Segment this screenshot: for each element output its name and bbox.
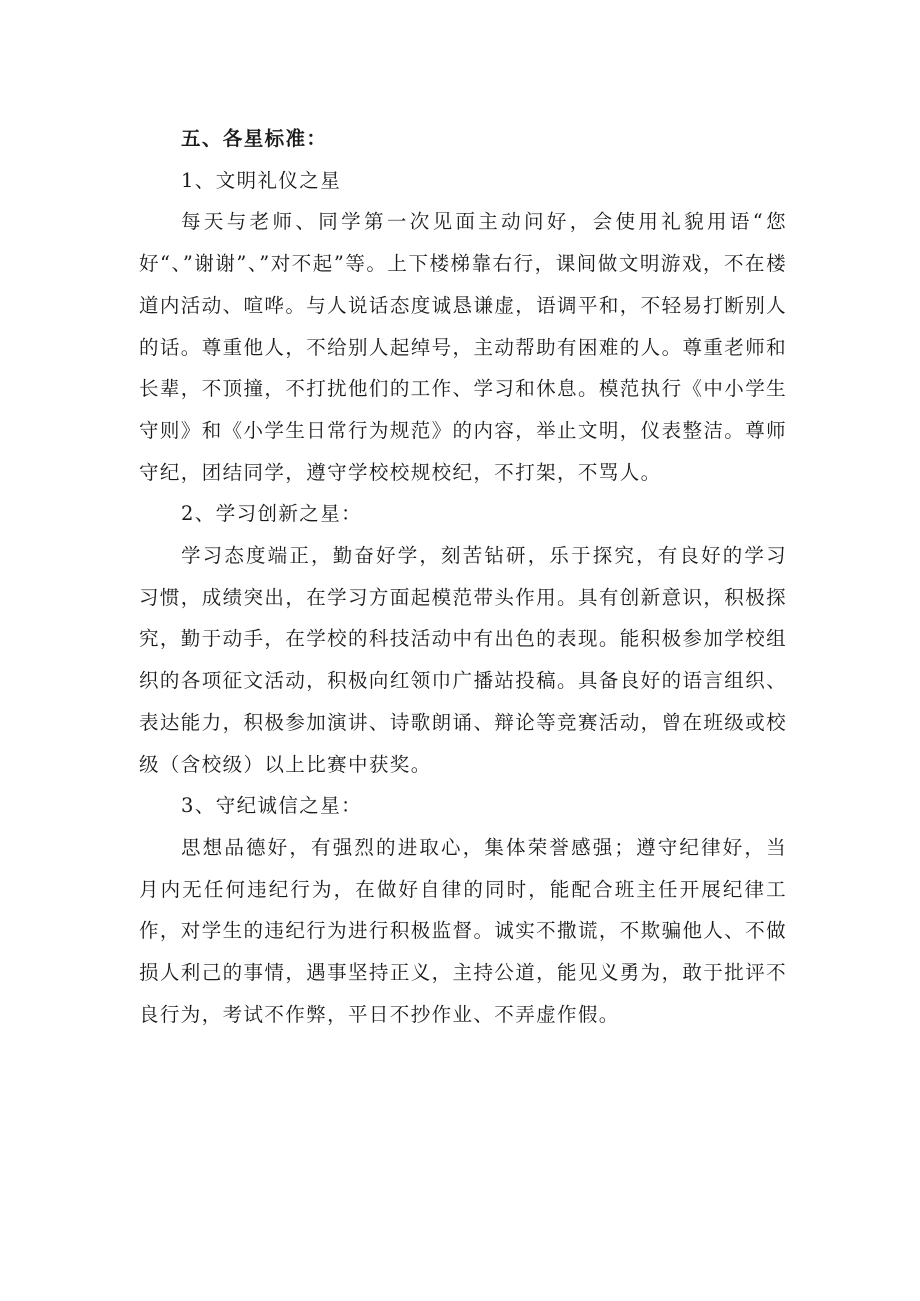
item-heading-3: 3、守纪诚信之星： — [181, 794, 363, 818]
section-title: 五、各星标准： — [181, 127, 328, 150]
item-heading-1: 1、文明礼仪之星 — [181, 168, 342, 192]
item-body-2: 学习态度端正，勤奋好学，刻苦钻研，乐于探究，有良好的学习习惯，成绩突出，在学习方面起模范带头作用。具有创新意识，积极探究，勤于动手，在学校的科技活动中有出色的表现。能积极参加学校组织的各项征文活动，积极向红领巾广播站投稿。具备良好的语言组织、表达能力，积极参加演讲、诗歌朗诵、辩论等竞赛活动，曾在班级或校级（含校级）以上比赛中获奖。 — [139, 544, 787, 776]
item-body-1: 每天与老师、同学第一次见面主动问好，会使用礼貌用语“您好“、”谢谢”、”对不起”等。上下楼梯靠右行，课间做文明游戏，不在楼道内活动、喧哗。与人说话态度诚恳谦虚，语调平和，不轻易打断别人的话。尊重他人，不给别人起绰号，主动帮助有困难的人。尊重老师和长辈，不顶撞，不打扰他们的工作、学习和休息。模范执行《中小学生守则》和《小学生日常行为规范》的内容，举止文明，仪表整洁。尊师守纪，团结同学，遵守学校校规校纪，不打架，不骂人。 — [139, 210, 787, 484]
document-content — [139, 118, 787, 1035]
item-heading-2: 2、学习创新之星： — [181, 502, 363, 526]
item-body-3: 思想品德好，有强烈的进取心，集体荣誉感强；遵守纪律好，当月内无任何违纪行为，在做好自律的同时，能配合班主任开展纪律工作，对学生的违纪行为进行积极监督。诚实不撒谎，不欺骗他人、不做损人利己的事情，遇事坚持正义，主持公道，能见义勇为，敢于批评不良行为，考试不作弊，平日不抄作业、不弄虚作假。 — [139, 835, 787, 1026]
